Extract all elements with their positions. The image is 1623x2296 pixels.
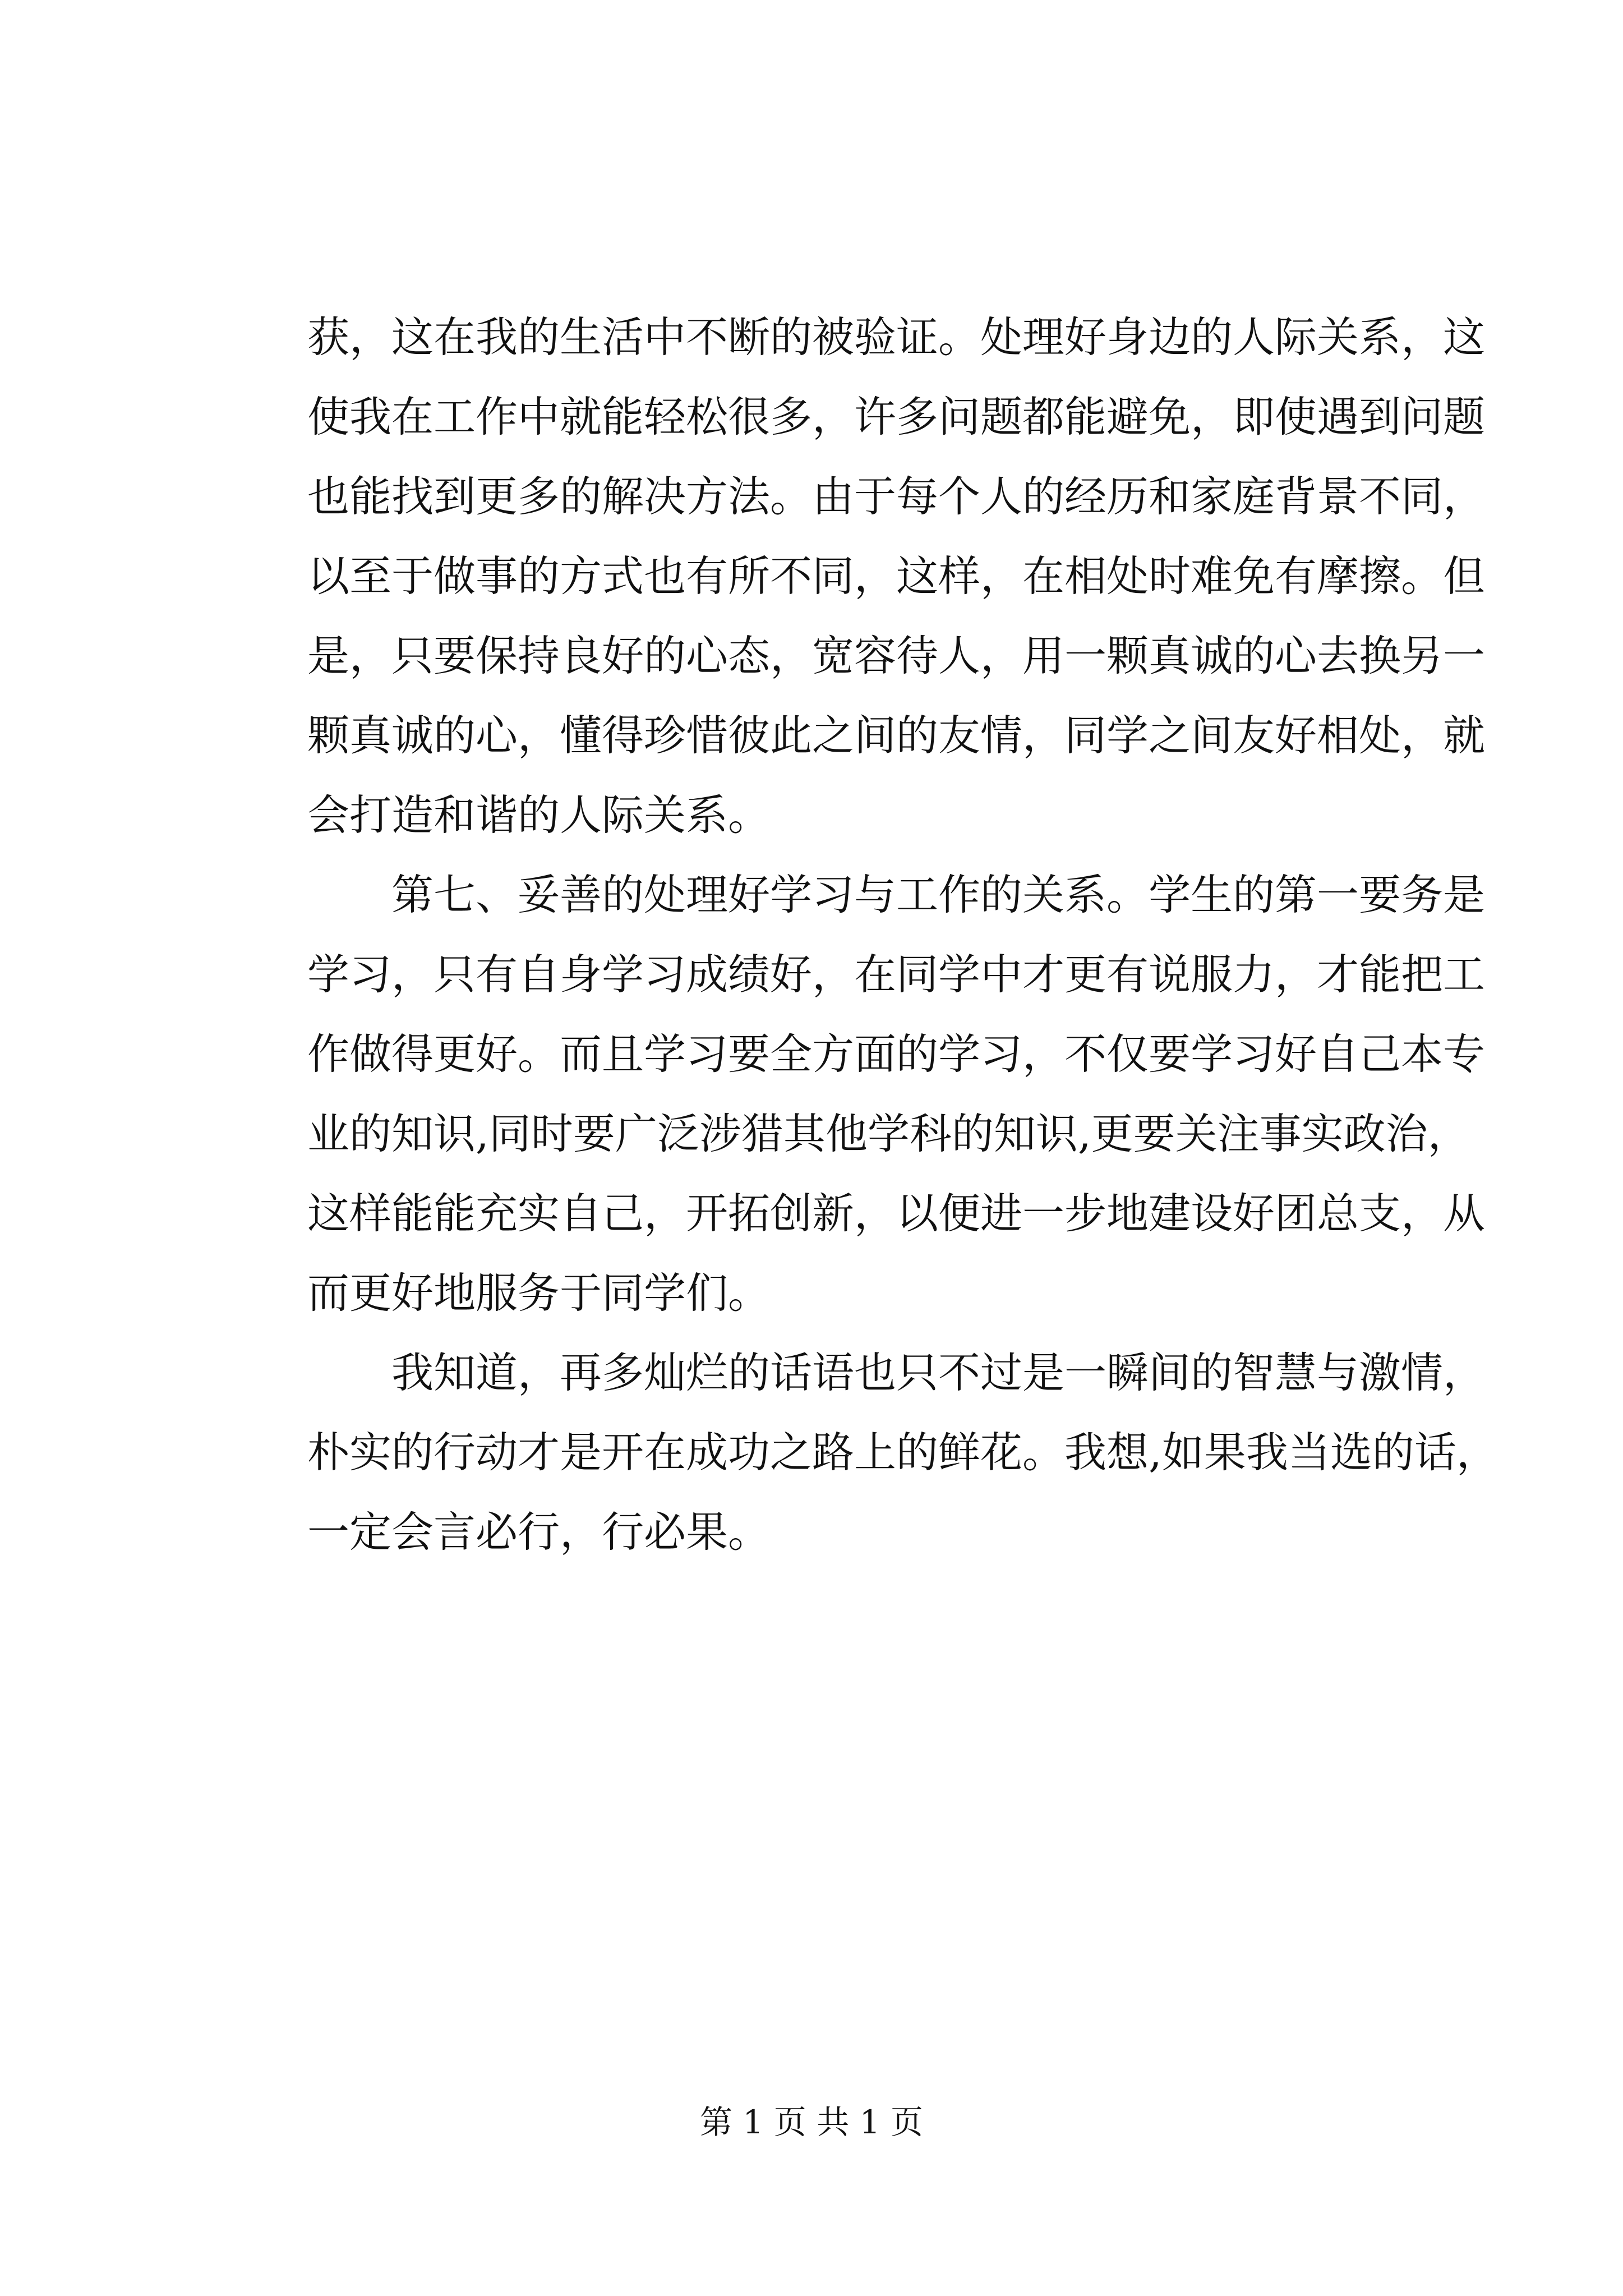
document-body: [307, 297, 1498, 1572]
text-line: 一定会言必行，行必果。: [307, 1507, 771, 1557]
text-line: 会打造和谐的人际关系。: [307, 790, 771, 840]
page-number-footer: 第 1 页 共 1 页: [700, 2103, 923, 2141]
text-line: 是，只要保持良好的心态，宽容待人，用一颗真诚的心去换另一: [307, 631, 1486, 680]
text-line: 颗真诚的心，懂得珍惜彼此之间的友情，同学之间友好相处，就: [307, 711, 1486, 760]
text-line: 业的知识,同时要广泛涉猎其他学科的知识,更要关注事实政治，: [307, 1109, 1470, 1158]
text-line: 以至于做事的方式也有所不同，这样，在相处时难免有摩擦。但: [307, 551, 1486, 601]
text-line: 作做得更好。而且学习要全方面的学习，不仅要学习好自己本专: [307, 1029, 1486, 1079]
text-line: 使我在工作中就能轻松很多，许多问题都能避免，即使遇到问题: [307, 392, 1486, 441]
text-line: 学习，只有自身学习成绩好，在同学中才更有说服力，才能把工: [307, 950, 1486, 999]
text-line: 获，这在我的生活中不断的被验证。处理好身边的人际关系，这: [307, 312, 1486, 362]
text-line: 我知道，再多灿烂的话语也只不过是一瞬间的智慧与激情，: [307, 1348, 1486, 1397]
text-line: 第七、妥善的处理好学习与工作的关系。学生的第一要务是: [307, 870, 1486, 919]
text-line: 这样能能充实自己，开拓创新，以便进一步地建设好团总支，从: [307, 1189, 1486, 1238]
text-line: 而更好地服务于同学们。: [307, 1268, 771, 1318]
text-line: 也能找到更多的解决方法。由于每个人的经历和家庭背景不同，: [307, 472, 1486, 521]
text-line: 朴实的行动才是开在成功之路上的鲜花。我想,如果我当选的话，: [307, 1428, 1498, 1477]
